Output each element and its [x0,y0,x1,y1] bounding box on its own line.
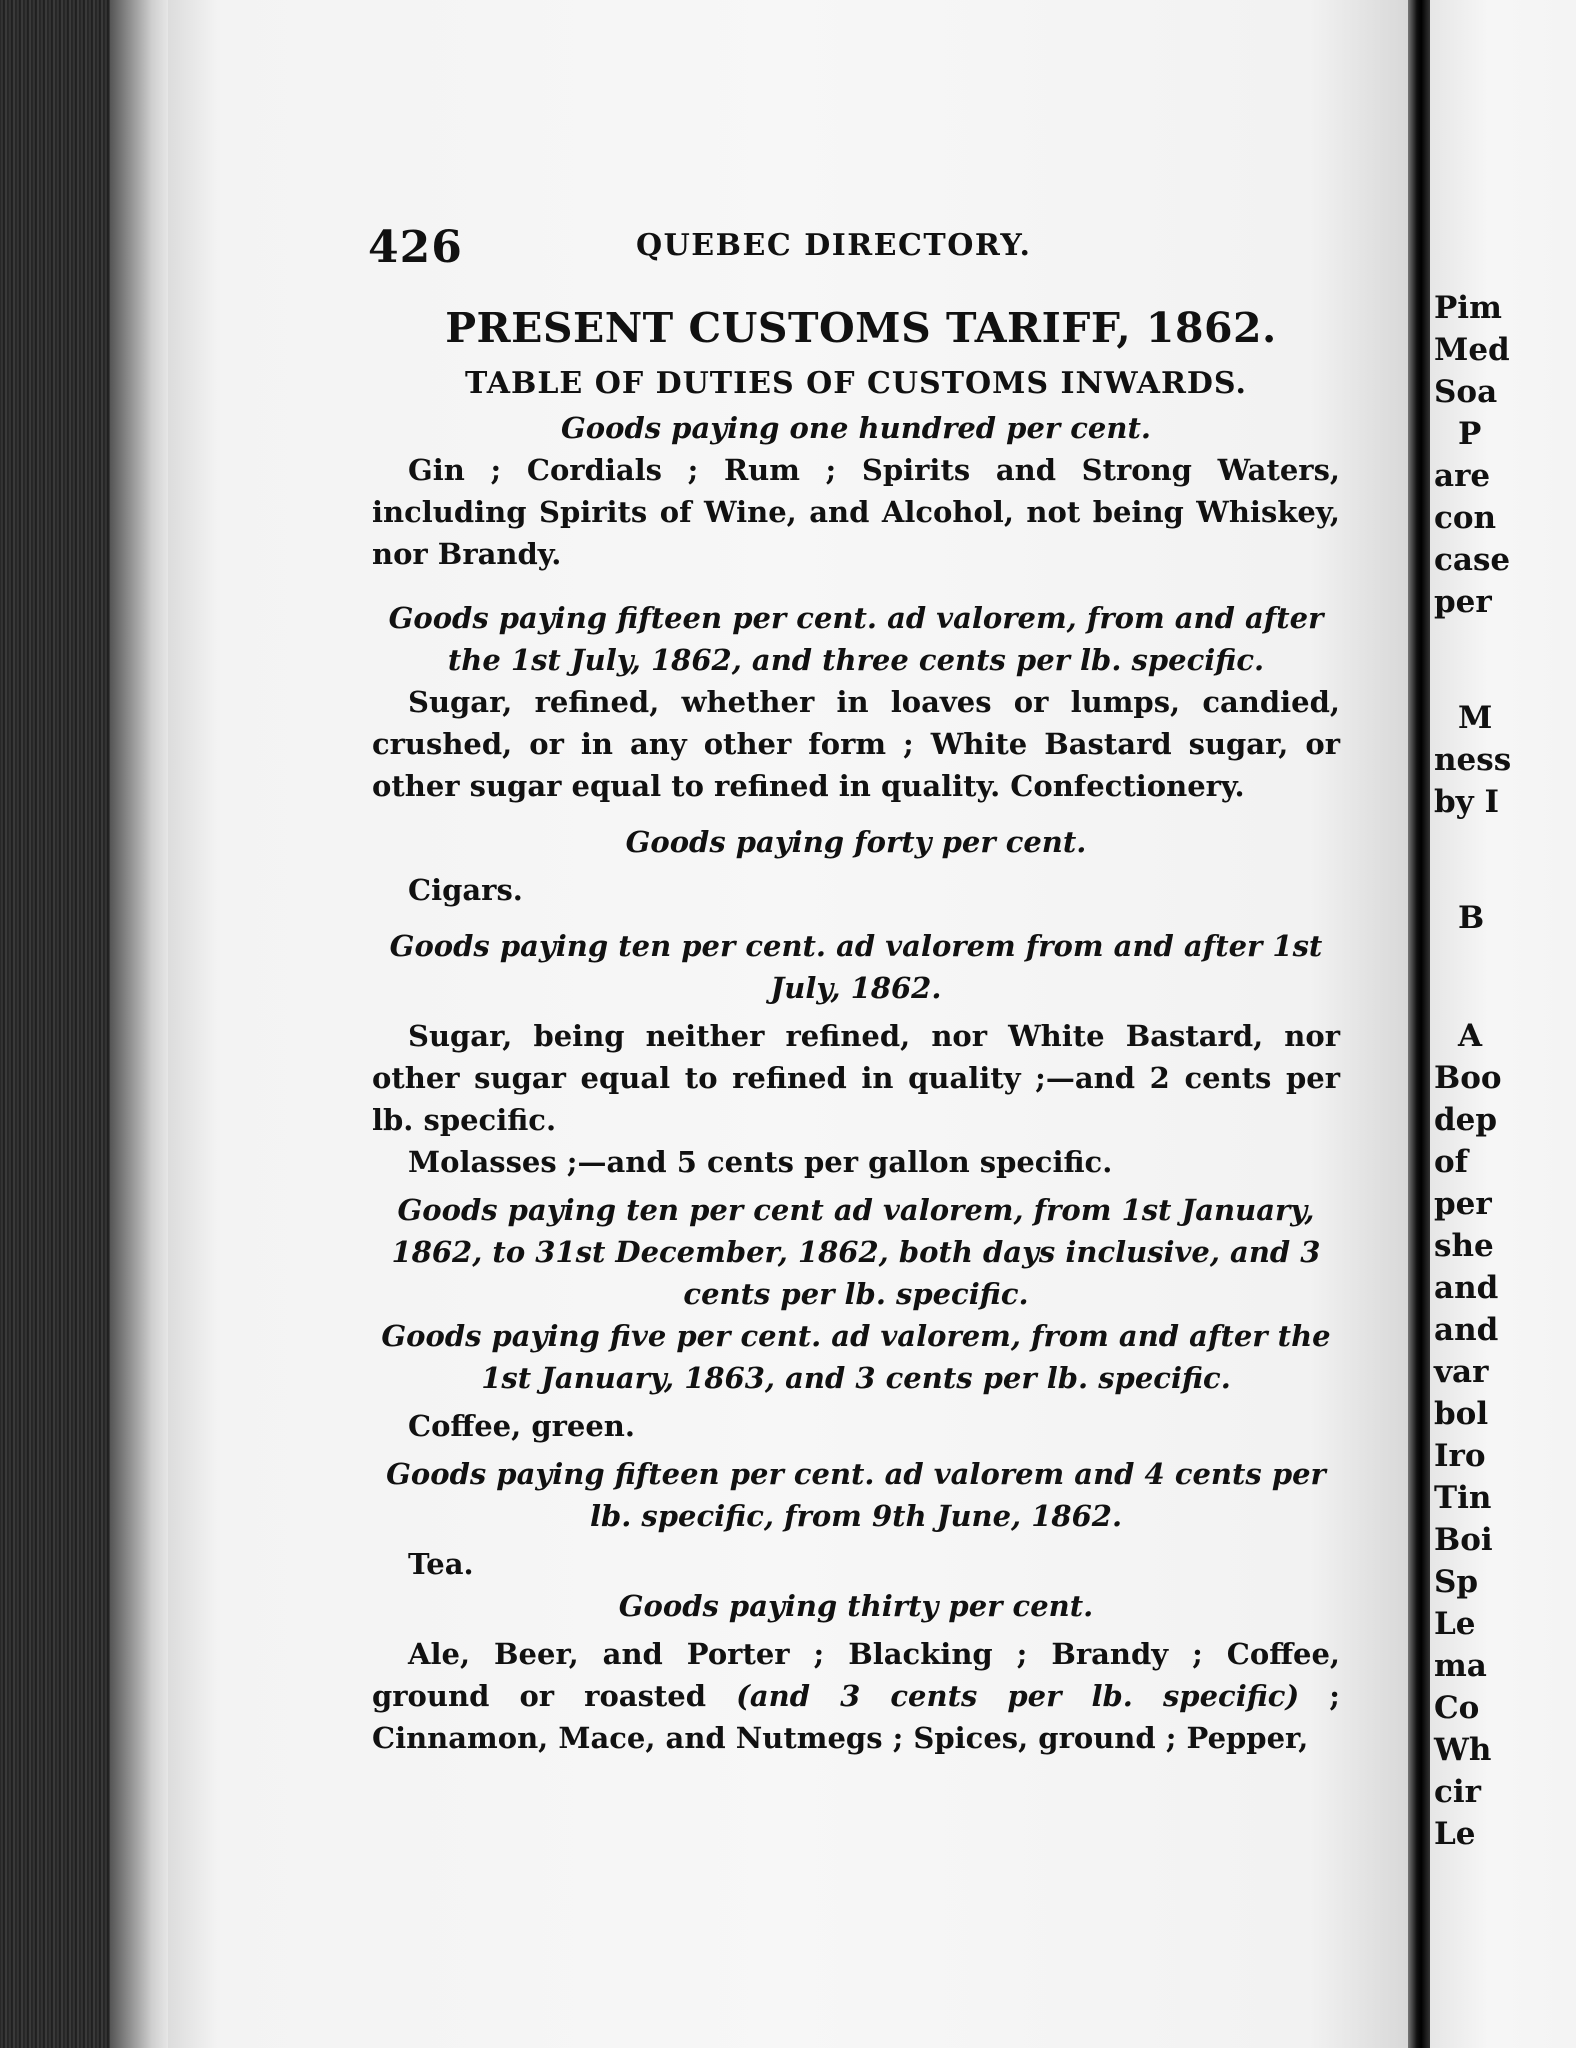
facing-page-fragment: Le [1434,1606,1476,1642]
facing-page-fragment: per [1434,584,1492,620]
facing-page-fragment: Sp [1434,1564,1479,1600]
facing-page-fragment: are [1434,458,1491,494]
section-heading: Goods paying thirty per cent. [618,1589,1094,1623]
facing-page-fragment: by I [1434,784,1499,820]
tariff-section [372,597,1340,807]
facing-page [1430,0,1576,2048]
section-body: Cigars. [408,873,523,907]
page-number: 426 [368,222,463,273]
facing-page-fragment: Co [1434,1690,1480,1726]
section-body-text: ; Cinnamon, Mace, and Nutmegs ; Spices, ground ; Pepper, [372,1679,1340,1755]
running-head-title: QUEBEC DIRECTORY. [636,228,1032,263]
facing-page-fragment: Pim [1434,290,1502,326]
book-gutter [1408,0,1430,2048]
section-body: Sugar, being neither refined, nor White Bastard, nor other sugar equal to refined in quality ;—and 2 cents per lb. specific. [372,1019,1340,1137]
facing-page-fragment: A [1458,1018,1483,1054]
tariff-section [372,1585,1340,1759]
facing-page-fragment: Boi [1434,1522,1493,1558]
facing-page-fragment: she [1434,1228,1494,1264]
facing-page-fragment: B [1458,900,1485,936]
facing-page-fragment: Iro [1434,1438,1486,1474]
facing-page-fragment: case [1434,542,1511,578]
document-title: PRESENT CUSTOMS TARIFF, 1862. [445,304,1277,352]
facing-page-fragment: dep [1434,1102,1498,1138]
table-title: TABLE OF DUTIES OF CUSTOMS INWARDS. [465,366,1247,401]
facing-page-fragment: ness [1434,742,1512,778]
section-heading: Goods paying five per cent. ad valorem, from and after the 1st January, 1863, and 3 cents per lb. specific. [381,1319,1331,1395]
tariff-section [372,821,1340,911]
section-body [372,1633,1340,1759]
section-body: Tea. [408,1547,474,1581]
facing-page-fragment: ma [1434,1648,1487,1684]
tariff-section [372,925,1340,1183]
facing-page-fragment: Med [1434,332,1510,368]
section-heading: Goods paying ten per cent. ad valorem from and after 1st July, 1862. [389,929,1323,1005]
section-body: Sugar, refined, whether in loaves or lumps, candied, crushed, or in any other form ; White Bastard sugar, or other sugar equal to refined in quality. Confectionery. [372,685,1340,803]
section-body-italic: (and 3 cents per lb. specific) [736,1679,1300,1713]
facing-page-fragment: Soa [1434,374,1498,410]
section-heading: Goods paying fifteen per cent. ad valorem and 4 cents per lb. specific, from 9th June, 1862. [386,1457,1326,1533]
section-heading: Goods paying fifteen per cent. ad valorem, from and after the 1st July, 1862, and three cents per lb. specific. [388,601,1324,677]
facing-page-fragment: and [1434,1312,1499,1348]
tariff-section [372,1453,1340,1585]
facing-page-fragment: bol [1434,1396,1489,1432]
tariff-section [372,1315,1340,1447]
facing-page-fragment: Wh [1434,1732,1492,1768]
facing-page-fragment: con [1434,500,1497,536]
section-body-text: Ale, Beer, and Porter ; Blacking ; Brandy ; Coffee, ground or roasted [372,1637,1340,1713]
facing-page-fragment: P [1458,416,1482,452]
facing-page-fragment: Tin [1434,1480,1492,1516]
facing-page-fragment: var [1434,1354,1489,1390]
facing-page-fragment: Le [1434,1816,1476,1852]
book-fore-edge [0,0,170,2048]
section-body: Gin ; Cordials ; Rum ; Spirits and Strong Waters, including Spirits of Wine, and Alcohol, not being Whiskey, nor Brandy. [372,453,1340,571]
section-heading: Goods paying forty per cent. [625,825,1087,859]
page-content [372,290,1340,1759]
tariff-section [372,1189,1340,1315]
facing-page-fragment: of [1434,1144,1469,1180]
facing-page-fragment: cir [1434,1774,1481,1810]
facing-page-fragment: M [1458,700,1493,736]
facing-page-fragment: per [1434,1186,1492,1222]
section-heading: Goods paying one hundred per cent. [561,411,1151,445]
section-body: Coffee, green. [408,1409,635,1443]
running-head [368,222,1268,272]
section-body: Molasses ;—and 5 cents per gallon specific. [408,1145,1113,1179]
facing-page-fragment: Boo [1434,1060,1502,1096]
tariff-section [372,407,1340,575]
facing-page-fragment: and [1434,1270,1499,1306]
section-heading: Goods paying ten per cent ad valorem, from 1st January, 1862, to 31st December, 1862, both days inclusive, and 3 cents per lb. specific. [391,1193,1321,1311]
